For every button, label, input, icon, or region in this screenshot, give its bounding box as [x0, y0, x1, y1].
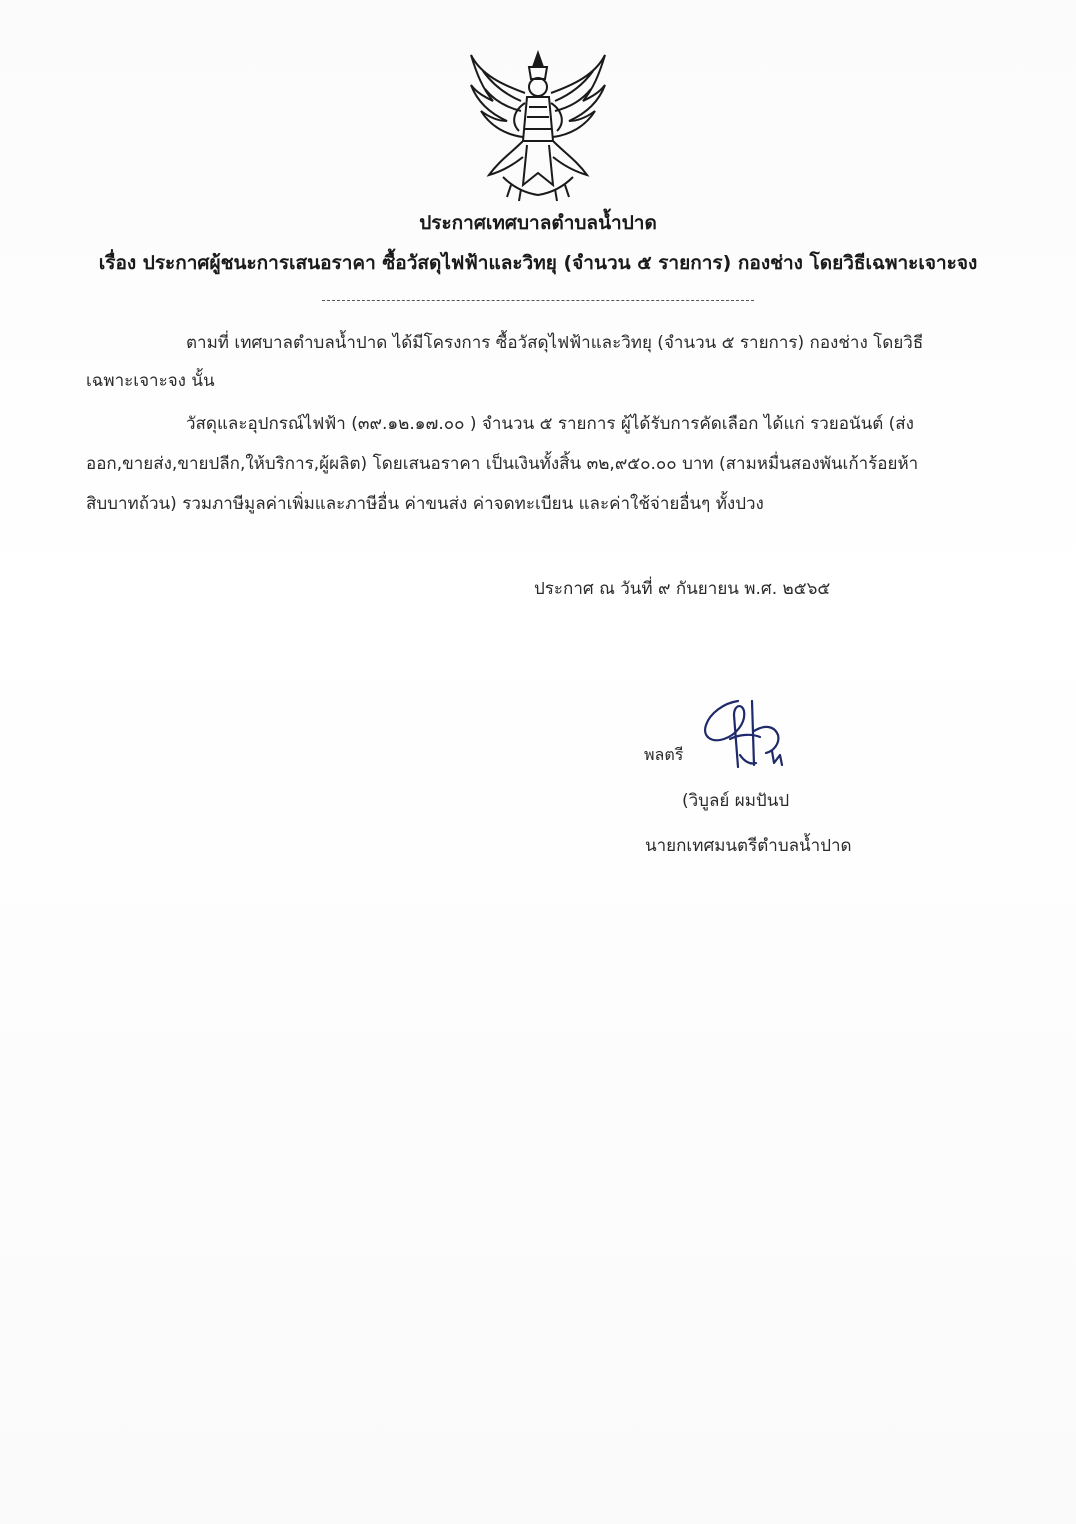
organization-title: ประกาศเทศบาลตำบลน้ำปาด: [419, 212, 657, 234]
body-line: เฉพาะเจาะจง นั้น: [86, 371, 215, 391]
garuda-emblem-icon: [463, 45, 613, 205]
signer-name: (วิบูลย์ ผมปันป: [682, 791, 790, 811]
signature-icon: [694, 695, 814, 775]
signer-position: นายกเทศมนตรีตำบลน้ำปาด: [645, 836, 852, 856]
divider: [322, 300, 754, 301]
announcement-date: ประกาศ ณ วันที่ ๙ กันยายน พ.ศ. ๒๕๖๕: [534, 579, 831, 599]
body-line: ตามที่ เทศบาลตำบลน้ำปาด ได้มีโครงการ ซื้อวัสดุไฟฟ้าและวิทยุ (จำนวน ๕ รายการ) กองช่าง โดยวิธี: [186, 333, 924, 353]
body-line: ออก,ขายส่ง,ขายปลีก,ให้บริการ,ผู้ผลิต) โดยเสนอราคา เป็นเงินทั้งสิ้น ๓๒,๙๕๐.๐๐ บาท (สามหมื่นสองพันเก้าร้อยห้า: [86, 454, 919, 474]
body-line: สิบบาทถ้วน) รวมภาษีมูลค่าเพิ่มและภาษีอื่น ค่าขนส่ง ค่าจดทะเบียน และค่าใช้จ่ายอื่นๆ ทั้งปวง: [86, 494, 764, 514]
subject-title: เรื่อง ประกาศผู้ชนะการเสนอราคา ซื้อวัสดุไฟฟ้าและวิทยุ (จำนวน ๕ รายการ) กองช่าง โดยวิธีเฉพาะเจาะจง: [98, 252, 978, 274]
signer-rank: พลตรี: [644, 745, 684, 764]
body-line: วัสดุและอุปกรณ์ไฟฟ้า (๓๙.๑๒.๑๗.๐๐ ) จำนวน ๕ รายการ ผู้ได้รับการคัดเลือก ได้แก่ รวยอนันต์ (ส่ง: [186, 414, 914, 434]
